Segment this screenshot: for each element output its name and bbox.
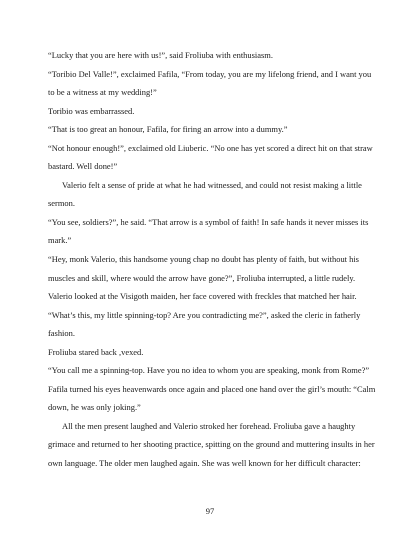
text-line: Valerio looked at the Visigoth maiden, her face covered with freckles that matched her hair. (48, 291, 357, 302)
text-line: down, he was only joking.” (48, 402, 141, 413)
text-line: “Not honour enough!”, exclaimed old Liuberic. “No one has yet scored a direct hit on that straw (48, 142, 373, 153)
text-line: muscles and skill, where would the arrow have gone?”, Froliuba interrupted, a little rudely. (48, 272, 356, 283)
text-line: Fafila turned his eyes heavenwards once again and placed one hand over the girl’s mouth: “Calm (48, 383, 376, 394)
text-line: sermon. (48, 198, 75, 209)
text-line: mark.” (48, 235, 72, 246)
text-line: Toribio was embarrassed. (48, 105, 135, 116)
text-line: All the men present laughed and Valerio stroked her forehead. Froliuba gave a haughty (62, 420, 356, 431)
text-line: own language. The older men laughed again. She was well known for her difficult character: (48, 458, 361, 469)
text-line: Froliuba stared back ,vexed. (48, 346, 144, 357)
text-line: bastard. Well done!” (48, 161, 118, 172)
text-line: “That is too great an honour, Fafila, for firing an arrow into a dummy.” (48, 124, 288, 135)
text-line: Valerio felt a sense of pride at what he had witnessed, and could not resist making a little (62, 179, 362, 190)
text-line: “Hey, monk Valerio, this handsome young chap no doubt has plenty of faith, but without his (48, 254, 359, 265)
text-line: “Toribio Del Valle!”, exclaimed Fafila, “From today, you are my lifelong friend, and I want you (48, 68, 372, 79)
text-line: “You call me a spinning-top. Have you no idea to whom you are speaking, monk from Rome?” (48, 365, 370, 376)
page-number: 97 (205, 506, 215, 516)
text-line: to be a witness at my wedding!” (48, 87, 157, 98)
text-line: “You see, soldiers?”, he said. “That arrow is a symbol of faith! In safe hands it never misses its (48, 216, 369, 227)
text-line: fashion. (48, 328, 75, 339)
text-line: “Lucky that you are here with us!”, said Froliuba with enthusiasm. (48, 50, 273, 60)
text-line: “What’s this, my little spinning-top? Are you contradicting me?”, asked the cleric in fatherly (48, 309, 361, 320)
page-body-text (48, 46, 382, 473)
text-line: grimace and returned to her shooting practice, spitting on the ground and muttering insults in her (48, 439, 375, 450)
